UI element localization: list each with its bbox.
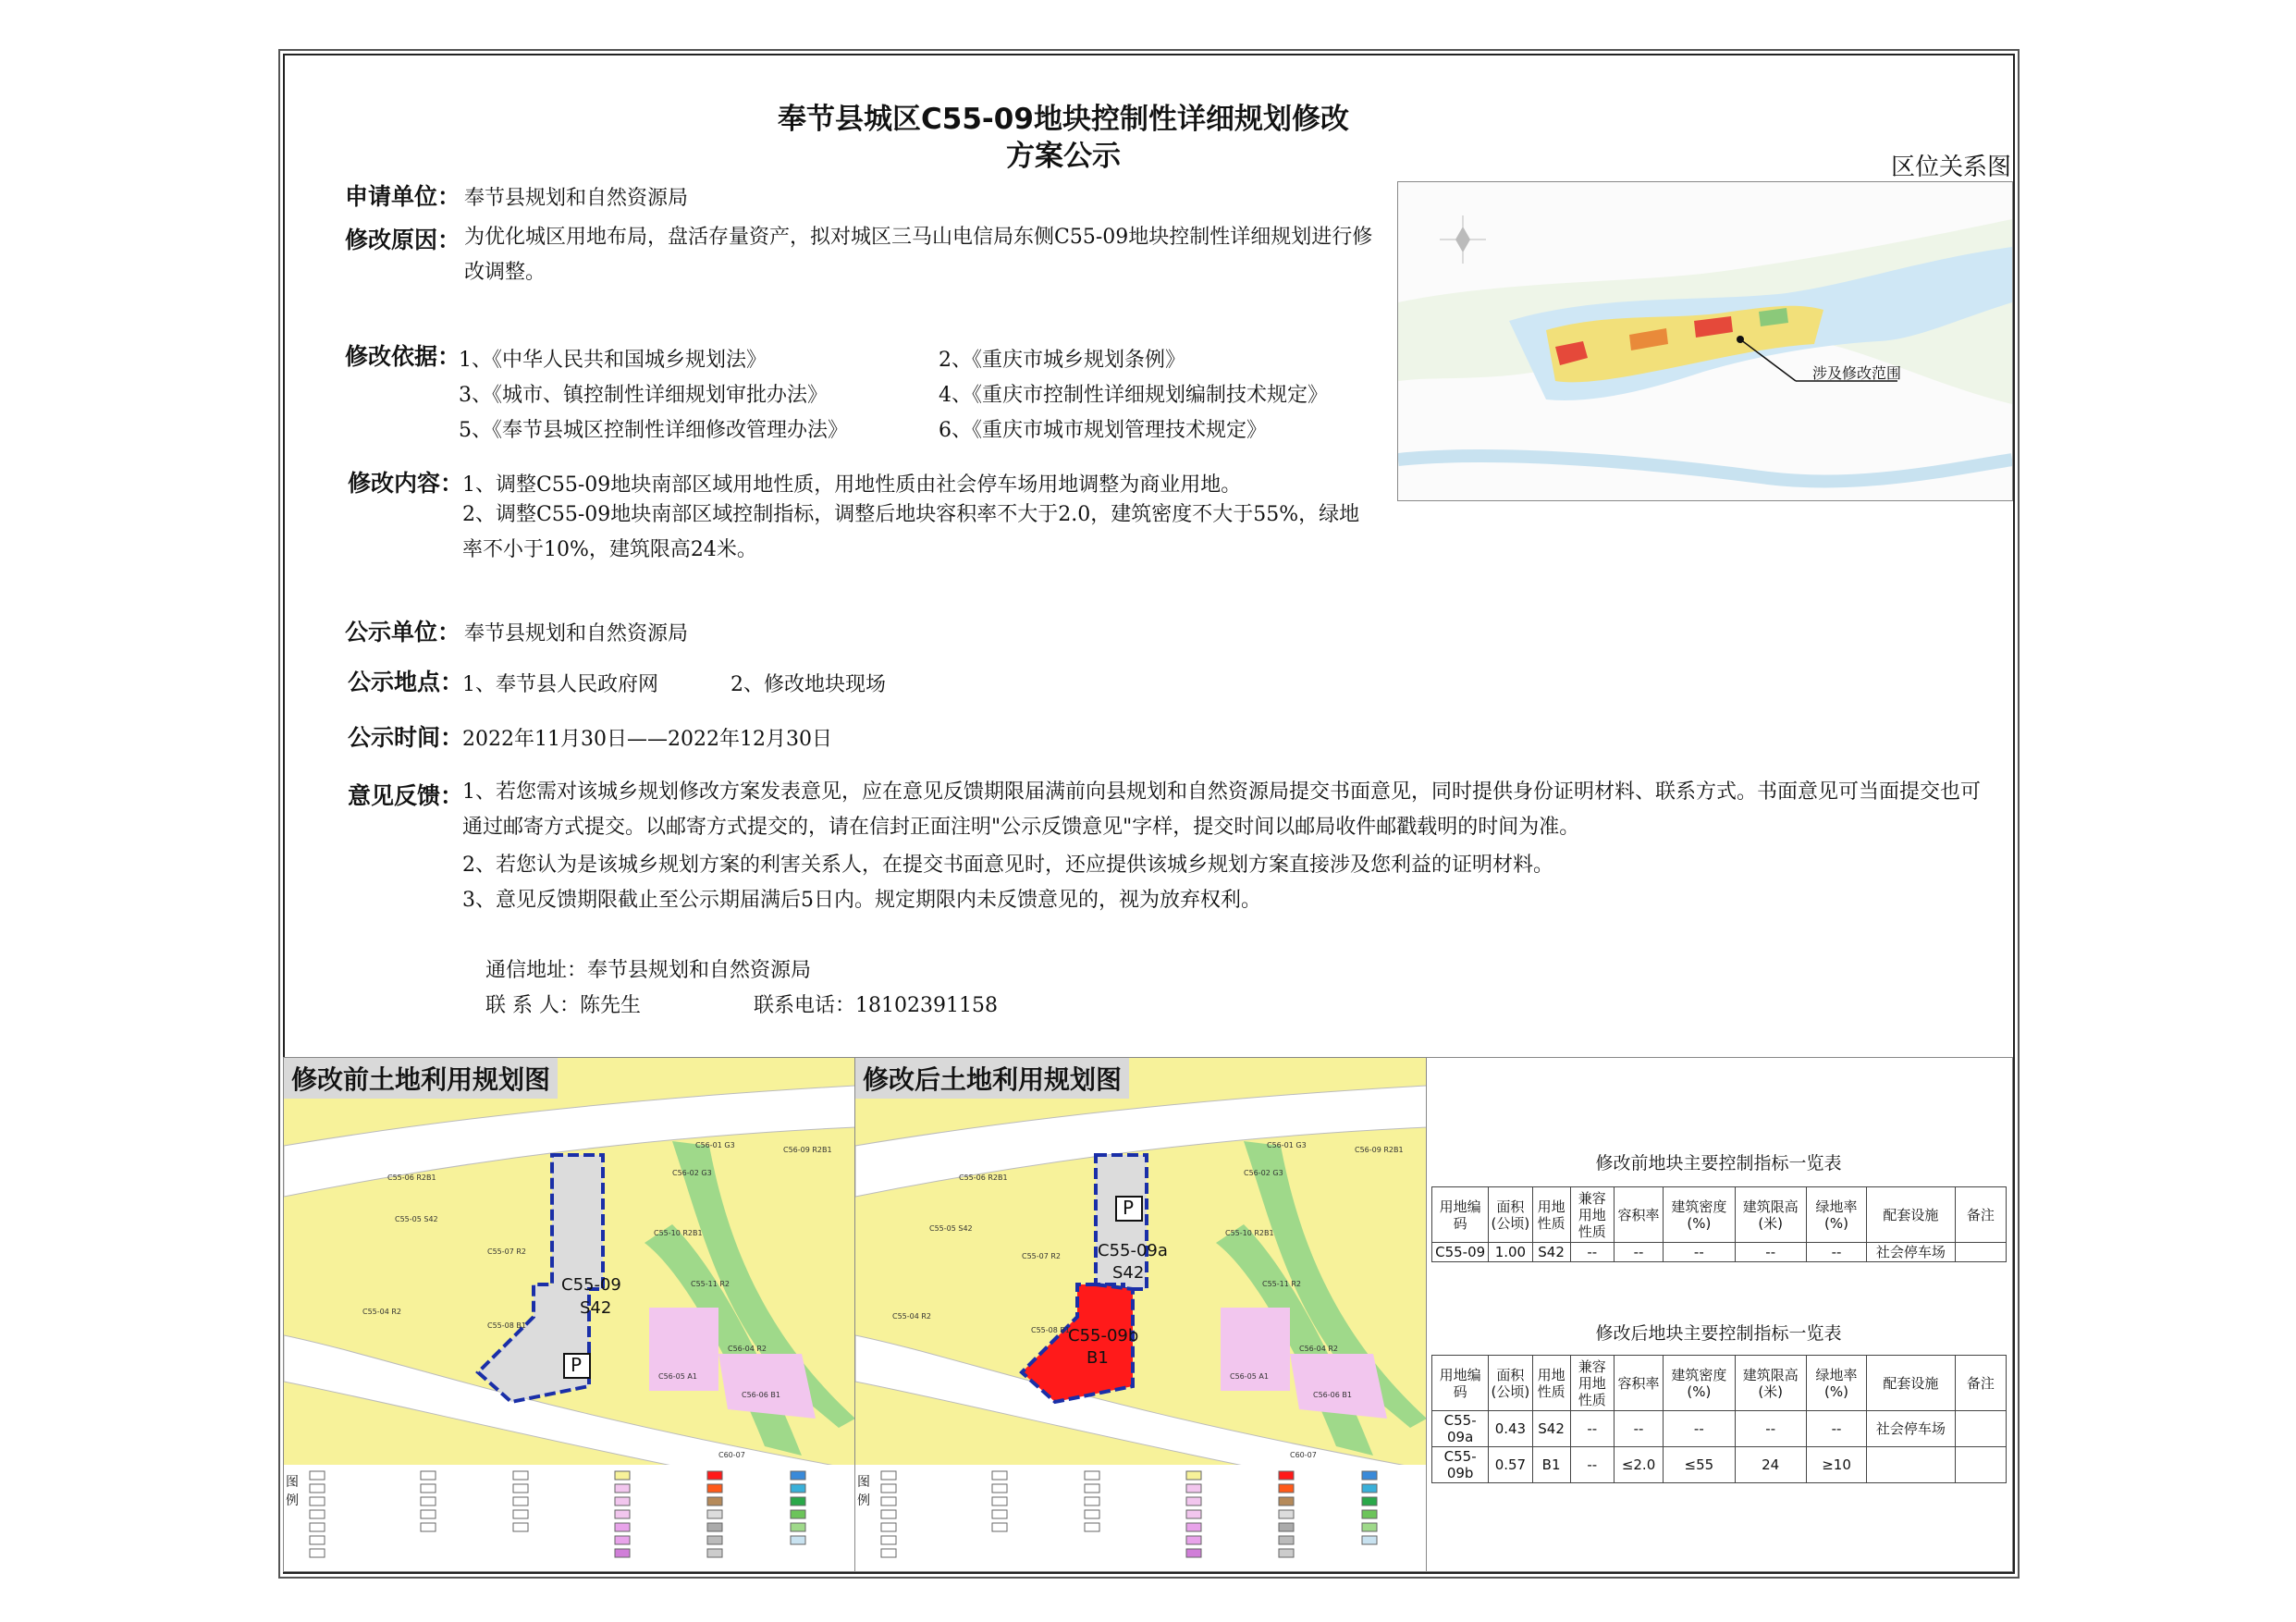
table-cell: -- [1806,1243,1866,1262]
table-cell: 社会停车场 [1867,1411,1955,1447]
before-map-label: C56-01 G3 [695,1141,735,1149]
table-cell [1955,1411,2006,1447]
table-cell: -- [1614,1411,1663,1447]
basis-item-2: 2、《重庆市城乡规划条例》 [939,349,1185,372]
table-cell: -- [1664,1243,1735,1262]
location-map [1397,181,2013,501]
table-cell: -- [1806,1411,1866,1447]
table-cell: ≤2.0 [1614,1447,1663,1483]
table-cell: C55-09b [1432,1447,1489,1483]
table-cell: -- [1735,1243,1806,1262]
location-item-1: 1、奉节县人民政府网 [462,673,658,696]
after-plot-b-code: C55-09b [1068,1326,1139,1346]
header-cell: 兼容用地性质 [1570,1356,1614,1411]
header-cell: 配套设施 [1867,1356,1955,1411]
after-plot-a-code: C55-09a [1098,1241,1168,1260]
after-legend-label: 图 例 [857,1475,870,1508]
before-map-label: C60-07 [718,1451,745,1459]
before-indicator-table [1431,1186,2007,1262]
after-map-label: C56-05 A1 [1230,1372,1269,1381]
header-cell: 绿地率(%) [1806,1356,1866,1411]
contact-person: 联 系 人：陈先生 [485,994,641,1017]
after-map-label: C56-01 G3 [1267,1141,1307,1149]
after-map-label: C55-10 R2B1 [1225,1229,1274,1237]
reason-value: 为优化城区用地布局，盘活存量资产，拟对城区三马山电信局东侧C55-09地块控制性详细规划进行修改调整。 [464,226,1373,284]
contact-phone: 联系电话：18102391158 [754,994,998,1017]
applicant-value: 奉节县规划和自然资源局 [464,187,689,210]
time-label: 公示时间： [348,724,464,751]
feedback-item-1: 1、若您需对该城乡规划修改方案发表意见，应在意见反馈期限届满前向县规划和自然资源局提交书面意见，同时提供身份证明材料、联系方式。书面意见可当面提交也可通过邮寄方式提交。以邮寄方式提交的，请在信封正面注明"公示反馈意见"字样，提交时间以邮局收件邮戳载明的时间为准。 [462,780,1982,839]
location-label: 公示地点： [348,669,464,695]
before-map-label: C55-04 R2 [362,1308,402,1316]
before-map-title: 修改前土地利用规划图 [284,1058,558,1099]
before-plot-use: S42 [580,1298,612,1318]
basis-item-6: 6、《重庆市城市规划管理技术规定》 [939,419,1267,442]
before-map [283,1057,856,1572]
header-cell: 备注 [1955,1356,2006,1411]
after-map-label: C56-04 R2 [1299,1345,1339,1353]
header-cell: 面积(公顷) [1489,1187,1532,1243]
header-cell: 建筑密度(%) [1664,1187,1735,1243]
table-cell: ≤55 [1664,1447,1735,1483]
header-cell: 面积(公顷) [1489,1356,1532,1411]
header-cell: 容积率 [1614,1356,1663,1411]
before-plot-code: C55-09 [561,1275,621,1295]
before-map-label: C56-06 B1 [742,1391,780,1399]
after-map-label: C55-11 R2 [1262,1280,1302,1288]
header-cell: 用地编码 [1432,1356,1489,1411]
after-indicator-table [1431,1355,2007,1483]
reason-label: 修改原因： [345,227,461,253]
basis-label: 修改依据： [345,343,461,370]
table-cell: C55-09 [1432,1243,1489,1262]
after-map-label: C56-09 R2B1 [1355,1146,1404,1154]
after-legend [872,1467,1427,1568]
after-map-label: C55-05 S42 [929,1224,973,1233]
header-cell: 建筑限高(米) [1735,1356,1806,1411]
after-map-label: C55-08 B1 [1031,1326,1070,1334]
table-cell: S42 [1532,1411,1570,1447]
content-item-1: 1、调整C55-09地块南部区域用地性质，用地性质由社会停车场用地调整为商业用地。 [462,473,1242,497]
after-map-label: C55-06 R2B1 [959,1173,1008,1182]
header-cell: 兼容用地性质 [1570,1187,1614,1243]
after-plot-a-use: S42 [1112,1263,1145,1283]
before-table-title: 修改前地块主要控制指标一览表 [1595,1153,1842,1173]
after-parking-label: P [1123,1197,1135,1219]
page-subtitle: 方案公示 [1006,140,1121,173]
location-map-title: 区位关系图 [1891,154,2012,181]
feedback-item-2: 2、若您认为是该城乡规划方案的利害关系人，在提交书面意见时，还应提供该城乡规划方案直接涉及您利益的证明材料。 [462,854,1554,877]
table-cell: ≥10 [1806,1447,1866,1483]
table-cell [1867,1447,1955,1483]
table-cell: S42 [1532,1243,1570,1262]
table-cell: -- [1570,1447,1614,1483]
after-map-label: C56-02 G3 [1244,1169,1283,1177]
header-cell: 用地编码 [1432,1187,1489,1243]
content-label: 修改内容： [348,470,464,497]
after-map-label: C56-06 B1 [1313,1391,1352,1399]
before-legend-label: 图 例 [286,1475,299,1508]
header-cell: 用地性质 [1532,1356,1570,1411]
before-map-label: C56-09 R2B1 [783,1146,832,1154]
before-map-label: C55-10 R2B1 [654,1229,703,1237]
before-map-label: C55-05 S42 [395,1215,438,1223]
before-map-label: C55-11 R2 [691,1280,731,1288]
feedback-item-3: 3、意见反馈期限截止至公示期届满后5日内。规定期限内未反馈意见的，视为放弃权利。 [462,889,1261,912]
after-plot-b-use: B1 [1087,1348,1109,1368]
table-row [1432,1411,2007,1447]
table-cell: C55-09a [1432,1411,1489,1447]
before-map-label: C56-04 R2 [728,1345,767,1353]
before-map-label: C55-08 B1 [487,1321,526,1330]
before-legend [301,1467,855,1568]
table-cell: 0.57 [1489,1447,1532,1483]
table-cell: -- [1735,1411,1806,1447]
before-parking-label: P [571,1354,583,1376]
basis-item-4: 4、《重庆市控制性详细规划编制技术规定》 [939,384,1328,407]
table-cell: -- [1570,1411,1614,1447]
table-cell [1955,1243,2006,1262]
applicant-label: 申请单位： [345,183,461,210]
after-map-label: C60-07 [1290,1451,1317,1459]
table-cell: 24 [1735,1447,1806,1483]
header-cell: 容积率 [1614,1187,1663,1243]
before-map-label: C56-05 A1 [658,1372,697,1381]
content-item-2: 2、调整C55-09地块南部区域控制指标，调整后地块容积率不大于2.0，建筑密度不大于55%，绿地率不小于10%，建筑限高24米。 [462,503,1360,561]
feedback-label: 意见反馈： [348,782,464,809]
table-cell: -- [1570,1243,1614,1262]
indicator-panel [1426,1057,2013,1572]
after-map [854,1057,1428,1572]
publisher-value: 奉节县规划和自然资源局 [464,622,689,645]
table-cell: -- [1614,1243,1663,1262]
header-cell: 用地性质 [1532,1187,1570,1243]
after-map-title: 修改后土地利用规划图 [855,1058,1129,1099]
basis-item-5: 5、《奉节县城区控制性详细修改管理办法》 [459,419,848,442]
after-map-label: C55-04 R2 [892,1312,932,1321]
table-cell: 1.00 [1489,1243,1532,1262]
contact-address: 通信地址：奉节县规划和自然资源局 [485,959,812,982]
scope-label: 涉及修改范围 [1812,364,1902,382]
location-item-2: 2、修改地块现场 [731,673,886,696]
table-cell: -- [1664,1411,1735,1447]
header-cell: 建筑密度(%) [1664,1356,1735,1411]
header-cell: 备注 [1955,1187,2006,1243]
header-cell: 绿地率(%) [1806,1187,1866,1243]
before-map-label: C55-07 R2 [487,1247,527,1256]
basis-item-1: 1、《中华人民共和国城乡规划法》 [459,349,767,372]
time-value: 2022年11月30日——2022年12月30日 [462,728,832,751]
table-cell: 0.43 [1489,1411,1532,1447]
table-cell [1955,1447,2006,1483]
header-cell: 配套设施 [1867,1187,1955,1243]
scope-marker [1737,336,1744,343]
page-title: 奉节县城区C55-09地块控制性详细规划修改 [778,103,1349,136]
after-table-title: 修改后地块主要控制指标一览表 [1595,1323,1842,1344]
basis-item-3: 3、《城市、镇控制性详细规划审批办法》 [459,384,828,407]
table-row [1432,1243,2007,1262]
after-map-label: C55-07 R2 [1022,1252,1062,1260]
before-map-label: C56-02 G3 [672,1169,712,1177]
location-map-graphic [1398,182,2012,500]
header-cell: 建筑限高(米) [1735,1187,1806,1243]
before-map-label: C55-06 R2B1 [387,1173,436,1182]
table-cell: 社会停车场 [1867,1243,1955,1262]
table-row [1432,1447,2007,1483]
publisher-label: 公示单位： [345,619,461,645]
table-cell: B1 [1532,1447,1570,1483]
